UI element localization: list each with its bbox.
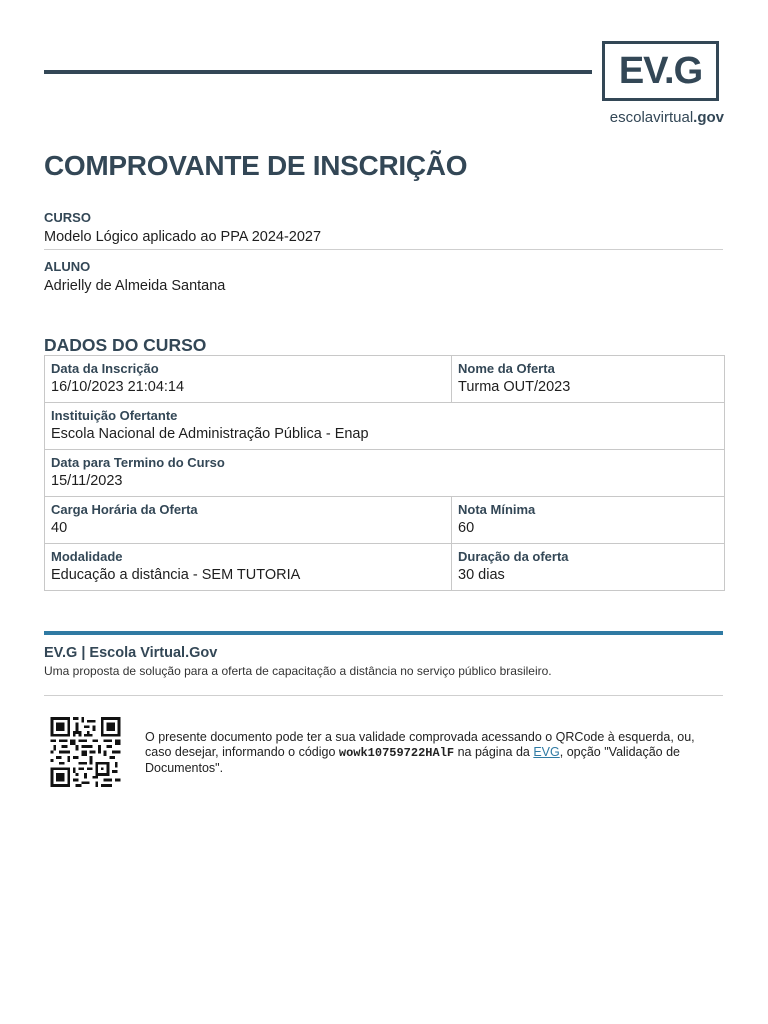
instituicao-cell (45, 403, 725, 450)
table-row (45, 356, 725, 403)
validation-text-before: O presente documento pode ter a sua validade comprovada acessando o QRCode à esquerda, ou, caso desejar, informando o código (145, 730, 695, 759)
aluno-value: Adrielly de Almeida Santana (44, 278, 226, 294)
logo-caption-bold: .gov (693, 109, 724, 126)
table-row (45, 497, 725, 544)
logo-caption-normal: escolavirtual (609, 109, 694, 126)
instituicao-value: Escola Nacional de Administração Pública - Enap (51, 426, 369, 442)
duracao-cell (452, 544, 725, 591)
curso-value: Modelo Lógico aplicado ao PPA 2024-2027 (44, 229, 322, 245)
footer-rule (44, 631, 723, 635)
modalidade-label: Modalidade (51, 549, 123, 564)
nota-cell (452, 497, 725, 544)
page-title: COMPROVANTE DE INSCRIÇÃO (44, 150, 468, 181)
table-row (45, 544, 725, 591)
nota-label: Nota Mínima (458, 502, 536, 517)
duracao-value: 30 dias (458, 567, 505, 583)
aluno-label: ALUNO (44, 259, 91, 274)
dados-heading: DADOS DO CURSO (44, 335, 207, 355)
nota-value: 60 (458, 520, 475, 536)
nome-oferta-cell (452, 356, 725, 403)
data-inscricao-label: Data da Inscrição (51, 361, 159, 376)
table-row (45, 450, 725, 497)
termino-cell (45, 450, 725, 497)
validation-code: wowk10759722HAlF (338, 746, 455, 760)
footer-subtitle: Uma proposta de solução para a oferta de capacitação a distância no serviço público brasileiro. (44, 664, 552, 678)
carga-cell (45, 497, 452, 544)
logo-caption (602, 109, 724, 126)
duracao-label: Duração da oferta (458, 549, 569, 564)
logo-text: EV.G (618, 50, 703, 92)
curso-label: CURSO (44, 210, 91, 225)
termino-label: Data para Termino do Curso (51, 455, 225, 470)
evg-link[interactable]: EVG (533, 745, 560, 759)
qr-code-icon[interactable] (49, 717, 122, 787)
validation-text-middle: na página da (454, 745, 534, 759)
data-inscricao-cell (45, 356, 452, 403)
carga-label: Carga Horária da Oferta (51, 502, 198, 517)
divider (44, 249, 723, 250)
aluno-field (44, 259, 723, 295)
footer-title: EV.G | Escola Virtual.Gov (44, 645, 218, 661)
modalidade-value: Educação a distância - SEM TUTORIA (51, 567, 301, 583)
validation-text-after: , opção "Validação de Documentos". (145, 745, 681, 775)
evg-logo (602, 41, 719, 101)
curso-field (44, 210, 723, 246)
table-row (45, 403, 725, 450)
data-inscricao-value: 16/10/2023 21:04:14 (51, 379, 185, 395)
nome-oferta-label: Nome da Oferta (458, 361, 555, 376)
modalidade-cell (45, 544, 452, 591)
header-rule (44, 70, 592, 74)
carga-value: 40 (51, 520, 68, 536)
termino-value: 15/11/2023 (51, 473, 123, 489)
nome-oferta-value: Turma OUT/2023 (458, 379, 571, 395)
divider (44, 695, 723, 696)
dados-table (44, 355, 725, 591)
instituicao-label: Instituição Ofertante (51, 408, 178, 423)
validation-text (145, 730, 715, 776)
